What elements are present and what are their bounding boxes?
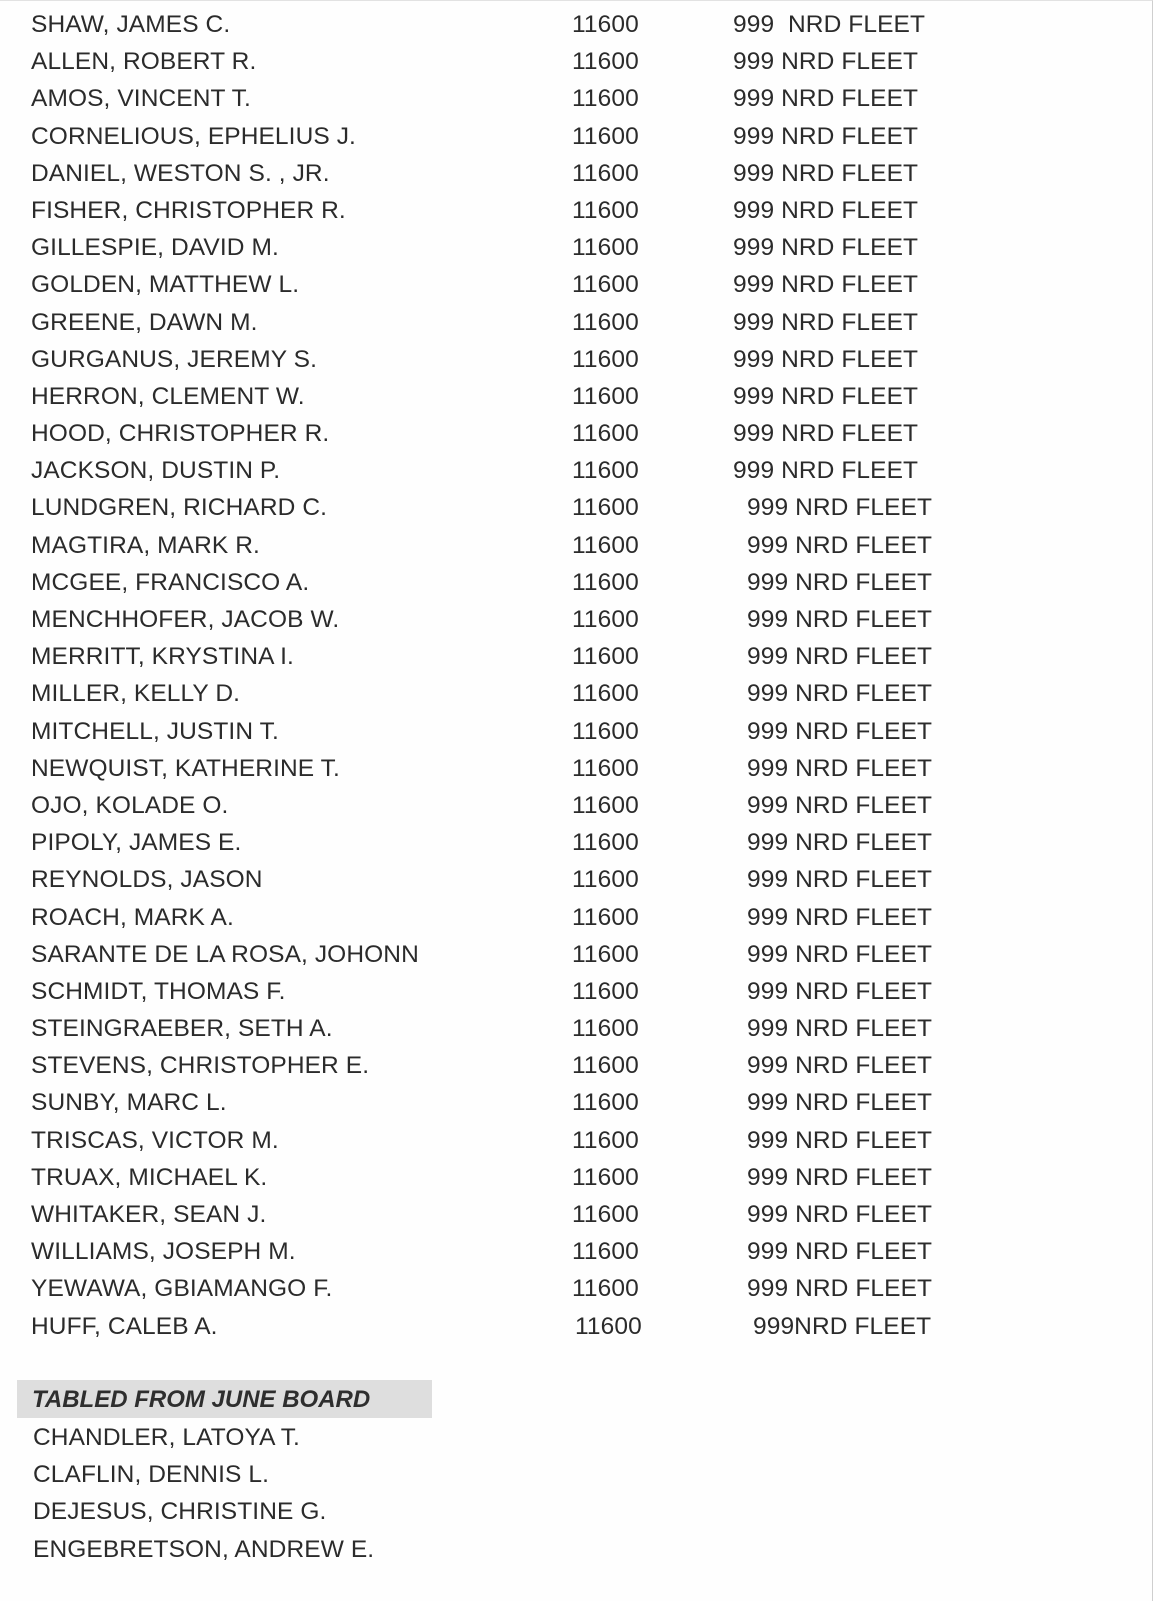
roster-row (0, 1270, 1152, 1307)
member-name: ROACH, MARK A. (31, 903, 234, 931)
roster-row (0, 378, 1152, 415)
roster-row (0, 861, 1152, 898)
member-code: 11600 (572, 11, 639, 38)
member-name: SCHMIDT, THOMAS F. (31, 977, 286, 1005)
member-unit: 999 NRD FLEET (747, 791, 933, 819)
member-code: 11600 (572, 1015, 639, 1043)
roster-row (0, 341, 1152, 378)
member-code: 11600 (572, 568, 639, 596)
member-code: 11600 (572, 48, 639, 76)
member-unit: 999 NRD FLEET (747, 606, 933, 633)
roster-row (0, 750, 1152, 787)
member-code: 11600 (572, 940, 639, 968)
roster-row (0, 564, 1152, 601)
member-name: HERRON, CLEMENT W. (31, 382, 305, 410)
member-unit: 999 NRD FLEET (747, 643, 933, 671)
member-name: MENCHHOFER, JACOB W. (31, 606, 340, 633)
roster-row (0, 1047, 1152, 1084)
member-name: HOOD, CHRISTOPHER R. (31, 420, 330, 448)
member-unit: 999 NRD FLEET (733, 457, 919, 485)
member-code: 11600 (572, 1201, 639, 1228)
member-name: LUNDGREN, RICHARD C. (31, 494, 328, 522)
roster-row (0, 824, 1152, 861)
member-name: TRUAX, MICHAEL K. (31, 1163, 268, 1191)
member-unit: 999 NRD FLEET (733, 308, 919, 336)
tabled-list (0, 1419, 700, 1568)
member-code: 11600 (572, 1163, 639, 1191)
roster-row (0, 489, 1152, 526)
member-name: WILLIAMS, JOSEPH M. (31, 1238, 296, 1266)
member-unit: 999 NRD FLEET (747, 1089, 933, 1117)
member-unit: 999 NRD FLEET (733, 85, 919, 113)
member-code: 11600 (572, 1275, 639, 1303)
tabled-row (0, 1531, 700, 1568)
tabled-row (0, 1493, 700, 1530)
roster-row (0, 1159, 1152, 1196)
roster-row (0, 1084, 1152, 1121)
roster-row (0, 601, 1152, 638)
roster-row (0, 899, 1152, 936)
member-unit: 999 NRD FLEET (747, 754, 933, 782)
roster-row (0, 192, 1152, 229)
member-unit: 999 NRD FLEET (747, 494, 933, 522)
member-code: 11600 (572, 234, 639, 262)
member-unit: 999 NRD FLEET (747, 1201, 933, 1228)
member-unit: 999 NRD FLEET (747, 866, 933, 894)
member-code: 11600 (572, 829, 639, 857)
member-name: STEVENS, CHRISTOPHER E. (31, 1052, 370, 1080)
member-unit: 999 NRD FLEET (747, 1126, 933, 1154)
member-name: REYNOLDS, JASON (31, 866, 263, 894)
tabled-row (0, 1456, 700, 1493)
member-code: 11600 (572, 680, 639, 708)
member-name: SUNBY, MARC L. (31, 1089, 227, 1117)
roster-row (0, 415, 1152, 452)
roster-row (0, 1122, 1152, 1159)
roster-list (0, 6, 1152, 1345)
roster-row (0, 1308, 1152, 1345)
tabled-section-header: TABLED FROM JUNE BOARD (17, 1380, 432, 1418)
tabled-name: DEJESUS, CHRISTINE G. (33, 1498, 327, 1526)
roster-row (0, 973, 1152, 1010)
roster-row (0, 638, 1152, 675)
member-code: 11600 (572, 345, 639, 373)
member-unit: 999 NRD FLEET (733, 159, 919, 187)
member-unit: 999 NRD FLEET (733, 345, 919, 373)
member-unit: 999 NRD FLEET (733, 382, 919, 410)
member-unit: 999 NRD FLEET (747, 1238, 933, 1266)
member-unit: 999 NRD FLEET (747, 1015, 933, 1043)
member-name: MILLER, KELLY D. (31, 680, 241, 708)
member-name: AMOS, VINCENT T. (31, 85, 251, 113)
member-name: SHAW, JAMES C. (31, 11, 231, 38)
member-code: 11600 (572, 85, 639, 113)
roster-row (0, 43, 1152, 80)
tabled-name: CHANDLER, LATOYA T. (33, 1424, 300, 1451)
member-unit: 999 NRD FLEET (747, 940, 933, 968)
roster-row (0, 118, 1152, 155)
member-name: GURGANUS, JEREMY S. (31, 345, 317, 373)
member-unit: 999 NRD FLEET (733, 271, 919, 299)
member-code: 11600 (572, 643, 639, 671)
member-unit: 999 NRD FLEET (747, 1275, 933, 1303)
member-unit: 999 NRD FLEET (747, 903, 933, 931)
member-name: MERRITT, KRYSTINA I. (31, 643, 294, 671)
member-code: 11600 (572, 531, 639, 559)
member-code: 11600 (572, 1126, 639, 1154)
roster-row (0, 1196, 1152, 1233)
member-code: 11600 (572, 271, 639, 299)
tabled-name: CLAFLIN, DENNIS L. (33, 1461, 269, 1489)
member-name: WHITAKER, SEAN J. (31, 1201, 267, 1228)
member-code: 11600 (572, 754, 639, 782)
roster-row (0, 936, 1152, 973)
member-code: 11600 (572, 717, 639, 745)
member-code: 11600 (572, 159, 639, 187)
member-code: 11600 (572, 1052, 639, 1080)
member-name: GOLDEN, MATTHEW L. (31, 271, 300, 299)
member-name: PIPOLY, JAMES E. (31, 829, 242, 857)
member-name: TRISCAS, VICTOR M. (31, 1126, 279, 1154)
member-name: MAGTIRA, MARK R. (31, 531, 260, 559)
tabled-row (0, 1419, 700, 1456)
member-code: 11600 (572, 122, 639, 150)
member-name: MITCHELL, JUSTIN T. (31, 717, 279, 745)
member-unit: 999 NRD FLEET (733, 11, 926, 38)
roster-row (0, 1233, 1152, 1270)
roster-row (0, 80, 1152, 117)
member-name: ALLEN, ROBERT R. (31, 48, 257, 76)
member-code: 11600 (572, 1238, 639, 1266)
member-unit: 999 NRD FLEET (733, 48, 919, 76)
member-code: 11600 (572, 1089, 639, 1117)
member-unit: 999 NRD FLEET (747, 829, 933, 857)
member-code: 11600 (572, 606, 639, 633)
member-unit: 999 NRD FLEET (733, 420, 919, 448)
member-code: 11600 (572, 382, 639, 410)
member-name: MCGEE, FRANCISCO A. (31, 568, 310, 596)
roster-row (0, 675, 1152, 712)
member-unit: 999 NRD FLEET (747, 680, 933, 708)
member-code: 11600 (572, 308, 639, 336)
roster-row (0, 304, 1152, 341)
member-unit: 999 NRD FLEET (747, 1052, 933, 1080)
member-name: SARANTE DE LA ROSA, JOHONN (31, 940, 419, 968)
member-unit: 999 NRD FLEET (747, 977, 933, 1005)
member-name: OJO, KOLADE O. (31, 791, 229, 819)
roster-row (0, 155, 1152, 192)
roster-row (0, 266, 1152, 303)
member-name: NEWQUIST, KATHERINE T. (31, 754, 340, 782)
member-code: 11600 (572, 420, 639, 448)
member-unit: 999 NRD FLEET (747, 531, 933, 559)
member-unit: 999 NRD FLEET (747, 717, 933, 745)
member-name: FISHER, CHRISTOPHER R. (31, 196, 346, 224)
member-unit: 999 NRD FLEET (733, 196, 919, 224)
roster-row (0, 713, 1152, 750)
member-code: 11600 (572, 903, 639, 931)
roster-row (0, 1010, 1152, 1047)
roster-row (0, 6, 1152, 43)
tabled-name: ENGEBRETSON, ANDREW E. (33, 1535, 375, 1563)
member-code: 11600 (575, 1312, 642, 1340)
member-name: STEINGRAEBER, SETH A. (31, 1015, 333, 1043)
member-code: 11600 (572, 791, 639, 819)
member-code: 11600 (572, 866, 639, 894)
member-name: JACKSON, DUSTIN P. (31, 457, 281, 485)
member-unit: 999NRD FLEET (753, 1312, 932, 1340)
roster-row (0, 527, 1152, 564)
member-unit: 999 NRD FLEET (747, 1163, 933, 1191)
member-name: YEWAWA, GBIAMANGO F. (31, 1275, 333, 1303)
member-name: GREENE, DAWN M. (31, 308, 258, 336)
member-name: DANIEL, WESTON S. , JR. (31, 159, 330, 187)
member-code: 11600 (572, 196, 639, 224)
member-name: GILLESPIE, DAVID M. (31, 234, 279, 262)
member-unit: 999 NRD FLEET (733, 234, 919, 262)
member-name: HUFF, CALEB A. (31, 1312, 218, 1340)
member-code: 11600 (572, 457, 639, 485)
member-unit: 999 NRD FLEET (733, 122, 919, 150)
member-name: CORNELIOUS, EPHELIUS J. (31, 122, 356, 150)
member-unit: 999 NRD FLEET (747, 568, 933, 596)
roster-row (0, 452, 1152, 489)
roster-row (0, 229, 1152, 266)
member-code: 11600 (572, 977, 639, 1005)
roster-row (0, 787, 1152, 824)
member-code: 11600 (572, 494, 639, 522)
